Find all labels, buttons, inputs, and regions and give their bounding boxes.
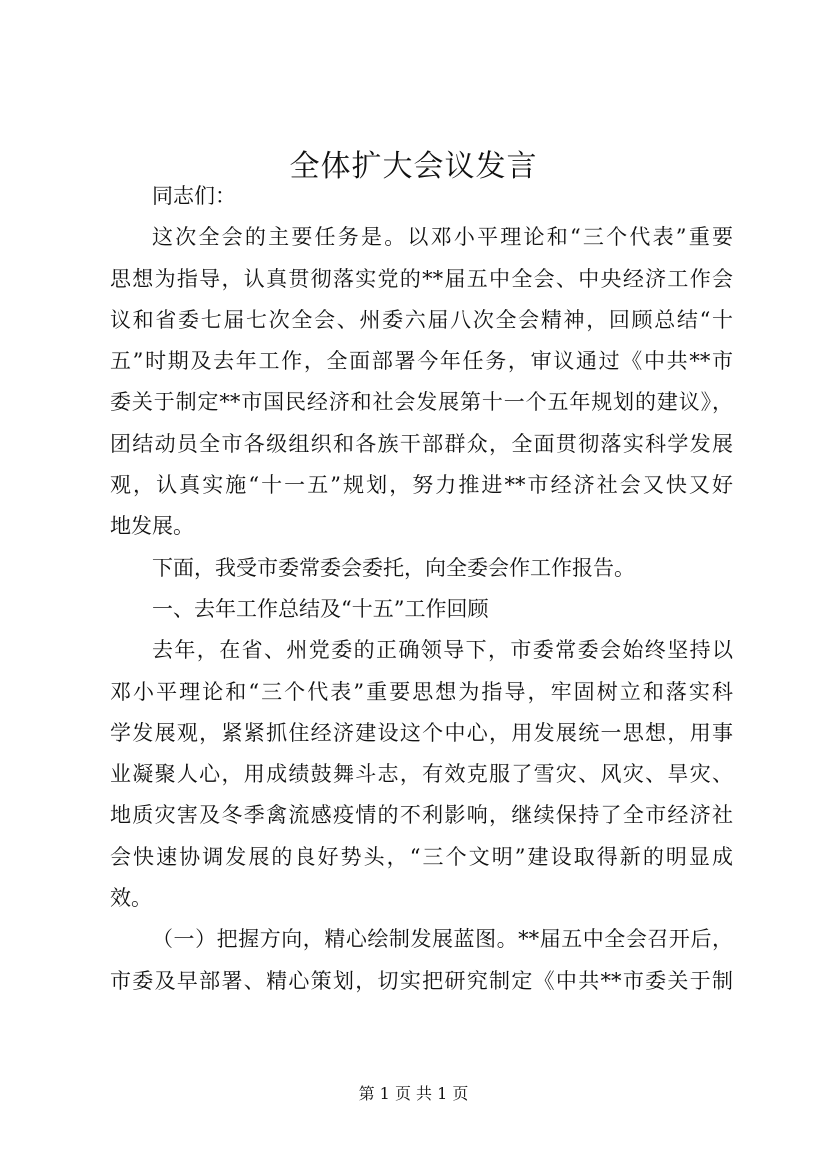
page-footer: 第 1 页 共 1 页	[358, 1084, 469, 1103]
text-line: 学发展观，紧紧抓住经济建设这个中心，用发展统一思想，用事	[110, 720, 733, 745]
text-line: 五”时期及去年工作，全面部署今年任务，审议通过《中共**市	[110, 349, 733, 374]
body-paragraph-2	[110, 548, 733, 589]
salutation-paragraph	[110, 176, 733, 217]
text-line: 委关于制定**市国民经济和社会发展第十一个五年规划的建议》，	[110, 390, 733, 415]
body-paragraph-1	[110, 217, 733, 547]
text-line: 会快速协调发展的良好势头，“三个文明”建设取得新的明显成	[110, 844, 733, 869]
text-line: 去年，在省、州党委的正确领导下，市委常委会始终坚持以	[152, 638, 733, 663]
document-title: 全体扩大会议发言	[289, 149, 538, 184]
text-line: 效。	[110, 886, 152, 911]
text-line: 邓小平理论和“三个代表”重要思想为指导，牢固树立和落实科	[110, 679, 733, 704]
text-line: 下面，我受市委常委会委托，向全委会作工作报告。	[152, 555, 635, 580]
section-heading	[110, 589, 733, 630]
text-line: 一、去年工作总结及“十五”工作回顾	[152, 596, 489, 621]
text-line: 团结动员全市各级组织和各族干部群众，全面贯彻落实科学发展	[110, 431, 733, 456]
document-body	[110, 176, 733, 1002]
text-line: 地发展。	[110, 514, 194, 539]
text-line: 观，认真实施“十一五”规划，努力推进**市经济社会又快又好	[110, 473, 733, 498]
text-line: 议和省委七届七次全会、州委六届八次全会精神，回顾总结“十	[110, 307, 733, 332]
text-line: 这次全会的主要任务是。以邓小平理论和“三个代表”重要	[152, 225, 733, 250]
text-line: 市委及早部署、精心策划，切实把研究制定《中共**市委关于制	[110, 968, 733, 993]
text-line: 地质灾害及冬季禽流感疫情的不利影响，继续保持了全市经济社	[110, 803, 733, 828]
text-line: 思想为指导，认真贯彻落实党的**届五中全会、中央经济工作会	[110, 266, 733, 291]
body-paragraph-3	[110, 630, 733, 919]
body-paragraph-4	[110, 919, 733, 1002]
text-line: （一）把握方向，精心绘制发展蓝图。**届五中全会召开后，	[152, 927, 733, 952]
text-line: 同志们：	[152, 184, 236, 208]
text-line: 业凝聚人心，用成绩鼓舞斗志，有效克服了雪灾、风灾、旱灾、	[110, 762, 733, 787]
